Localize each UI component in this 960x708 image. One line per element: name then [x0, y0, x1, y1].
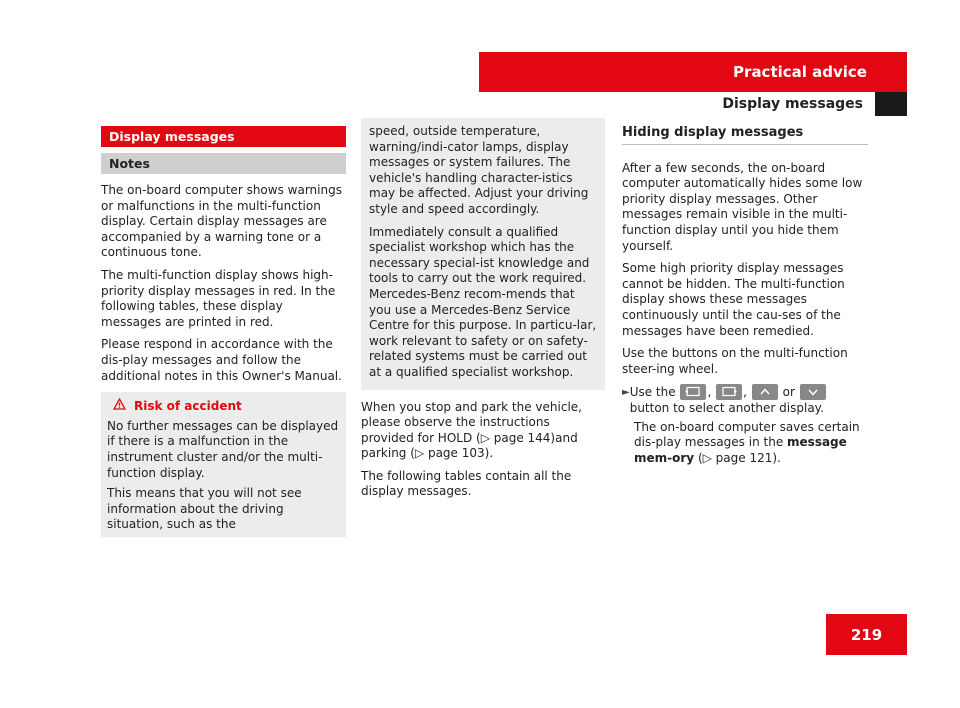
- section-title: Practical advice: [733, 63, 867, 81]
- notes-bar: Notes: [101, 153, 346, 174]
- message-memory-term: message mem-ory: [634, 435, 847, 465]
- warning-title: Risk of accident: [134, 398, 242, 413]
- paragraph: Please respond in accordance with the dis-play messages and follow the additional notes in this Owner's Manual.: [101, 337, 342, 383]
- display-prev-icon: [680, 384, 706, 400]
- warning-text: This means that you will not see information about the driving situation, such as the: [107, 486, 302, 532]
- instruction-prefix: Use the: [629, 385, 676, 400]
- paragraph: Some high priority display messages cannot be hidden. The multi-function display shows these messages continuously until the cau-ses of the messages have been remedied.: [622, 261, 845, 338]
- paragraph: When you stop and park the vehicle, please observe the instructions provided for HOLD (▷ page 144)and parking (▷ page 103).: [361, 399, 582, 461]
- or-word: or: [782, 385, 795, 400]
- paragraph: Use the buttons on the multi-function steer-ing wheel.: [622, 346, 848, 376]
- warning-text: speed, outside temperature, warning/indi-cator lamps, display messages or system failures. The vehicle's handling character-istics may be affected. Adjust your driving style and speed accordingly.: [369, 124, 589, 216]
- warning-text: No further messages can be displayed if there is a malfunction in the instrument cluster and/or the multi-function display.: [107, 418, 339, 480]
- chevron-down-icon: [800, 384, 826, 400]
- separator: ,: [743, 385, 747, 400]
- subsection-title: Display messages: [722, 96, 863, 112]
- memory-page-ref: (▷ page 121).: [697, 450, 781, 465]
- warning-box: [101, 392, 346, 537]
- column-1: [101, 126, 346, 537]
- instruction-bullet: [622, 384, 868, 416]
- warning-box-continued: [361, 118, 605, 390]
- section-header: [479, 52, 907, 92]
- instruction-text: [630, 384, 868, 416]
- column-3: [622, 126, 868, 473]
- chevron-up-icon: [752, 384, 778, 400]
- warning-title-row: [107, 398, 340, 415]
- hiding-heading: Hiding display messages: [622, 125, 868, 145]
- header-tab-marker: [875, 92, 907, 116]
- column-2: [361, 126, 605, 507]
- memory-text-pre: The on-board computer saves certain dis-play messages in the: [634, 419, 860, 450]
- instruction-suffix: button to select another display.: [629, 400, 824, 415]
- page-number: 219: [826, 614, 907, 655]
- warning-text: Immediately consult a qualified specialist workshop which has the necessary special-ist knowledge and tools to carry out the work required. Mercedes-Benz recom-mends that you use a Mercedes-Benz Service Centre for this purpose. In particu-lar, work relevant to safety or on safety-related systems must be carried out at a qualified specialist workshop.: [369, 224, 597, 379]
- warning-triangle-icon: [113, 398, 126, 415]
- paragraph: The on-board computer shows warnings or malfunctions in the multi-function display. Certain display messages are accompanied by a warning tone or a continuous tone.: [101, 183, 342, 260]
- display-next-icon: [716, 384, 742, 400]
- paragraph: The following tables contain all the display messages.: [361, 468, 572, 499]
- paragraph: The multi-function display shows high-priority display messages in red. In the following tables, these display messages are printed in red.: [101, 267, 336, 329]
- paragraph: [622, 420, 868, 467]
- paragraph: After a few seconds, the on-board computer automatically hides some low priority display messages. Other messages remain visible in the multi-function display until you hide them yourself.: [622, 160, 863, 253]
- separator: ,: [707, 385, 712, 400]
- display-messages-bar: Display messages: [101, 126, 346, 147]
- bullet-arrow-icon: ►: [622, 387, 630, 399]
